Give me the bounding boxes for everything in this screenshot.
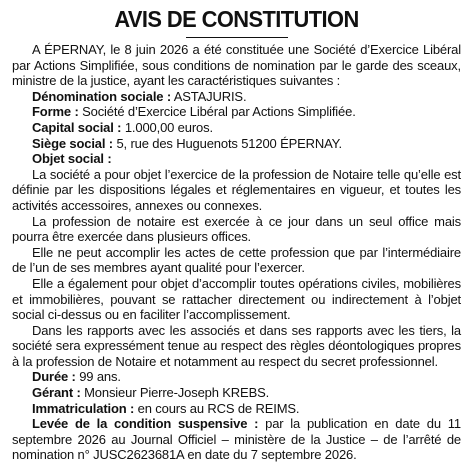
- title-divider: [186, 37, 288, 38]
- field-label: Immatriculation :: [32, 400, 135, 416]
- object-paragraph: Dans les rapports avec les associés et dans ses rapports avec les tiers, la société sera expressément tenue au respect des règles déontologiques propres à la profession de Notaire et notamment au respect du secret professionnel.: [12, 322, 461, 369]
- field-value: ASTAJURIS.: [171, 88, 247, 104]
- field-label: Levée de la condition suspensive :: [32, 416, 259, 432]
- field-value: Monsieur Pierre-Joseph KREBS.: [80, 385, 270, 401]
- field-value: par la publication en date du 11 septembre 2026 au Journal Officiel – ministère de la Justice – de l’arrêté de nomination n° JUSC2623681A en date du 7 septembre 2026.: [12, 416, 461, 463]
- intro-paragraph: A ÉPERNAY, le 8 juin 2026 a été constituée une Société d’Exercice Libéral par Actions Simplifiée, sous conditions de nomination par le garde des sceaux, ministre de la justice, ayant les caractéristiques suivantes :: [12, 42, 461, 89]
- field-label: Gérant :: [32, 385, 81, 401]
- field-duree: [12, 369, 461, 385]
- notice-title: AVIS DE CONSTITUTION: [114, 6, 359, 32]
- field-label: Forme :: [32, 104, 79, 120]
- object-paragraph: La profession de notaire est exercée à ce jour dans un seul office mais pourra être exercée dans plusieurs offices.: [12, 213, 461, 245]
- field-label: Dénomination sociale :: [32, 88, 172, 104]
- field-forme: [12, 104, 461, 120]
- field-value: Société d’Exercice Libéral par Actions Simplifiée.: [78, 104, 356, 120]
- field-immatriculation: [12, 401, 461, 417]
- field-label: Siège social :: [32, 135, 113, 151]
- notice-body: [12, 42, 461, 463]
- object-paragraph: Elle ne peut accomplir les actes de cette profession que par l’intermédiaire de l’un de ses membres ayant qualité pour l’exercer.: [12, 244, 461, 276]
- object-paragraph: Elle a également pour objet d’accomplir toutes opérations civiles, mobilières et immobilières, pouvant se rattacher directement ou indirectement à l’objet social ci-dessus ou en faciliter l’accomplissement.: [12, 275, 461, 323]
- field-denomination: [12, 89, 461, 105]
- field-value: 1.000,00 euros.: [121, 119, 213, 135]
- field-value: 99 ans.: [75, 369, 121, 385]
- field-label: Capital social :: [32, 119, 122, 135]
- field-siege: [12, 136, 461, 152]
- field-value: en cours au RCS de REIMS.: [134, 400, 300, 416]
- field-value: 5, rue des Huguenots 51200 ÉPERNAY.: [113, 135, 342, 151]
- field-label: Objet social :: [32, 151, 112, 167]
- field-label: Durée :: [32, 369, 76, 385]
- object-paragraph: La société a pour objet l’exercice de la profession de Notaire telle qu’elle est définie par les dispositions légales et réglementaires en vigueur, et toutes les activités accessoires, annexes ou connexes.: [12, 166, 461, 213]
- field-capital: [12, 120, 461, 136]
- field-gerant: [12, 385, 461, 401]
- field-objet: [12, 151, 461, 167]
